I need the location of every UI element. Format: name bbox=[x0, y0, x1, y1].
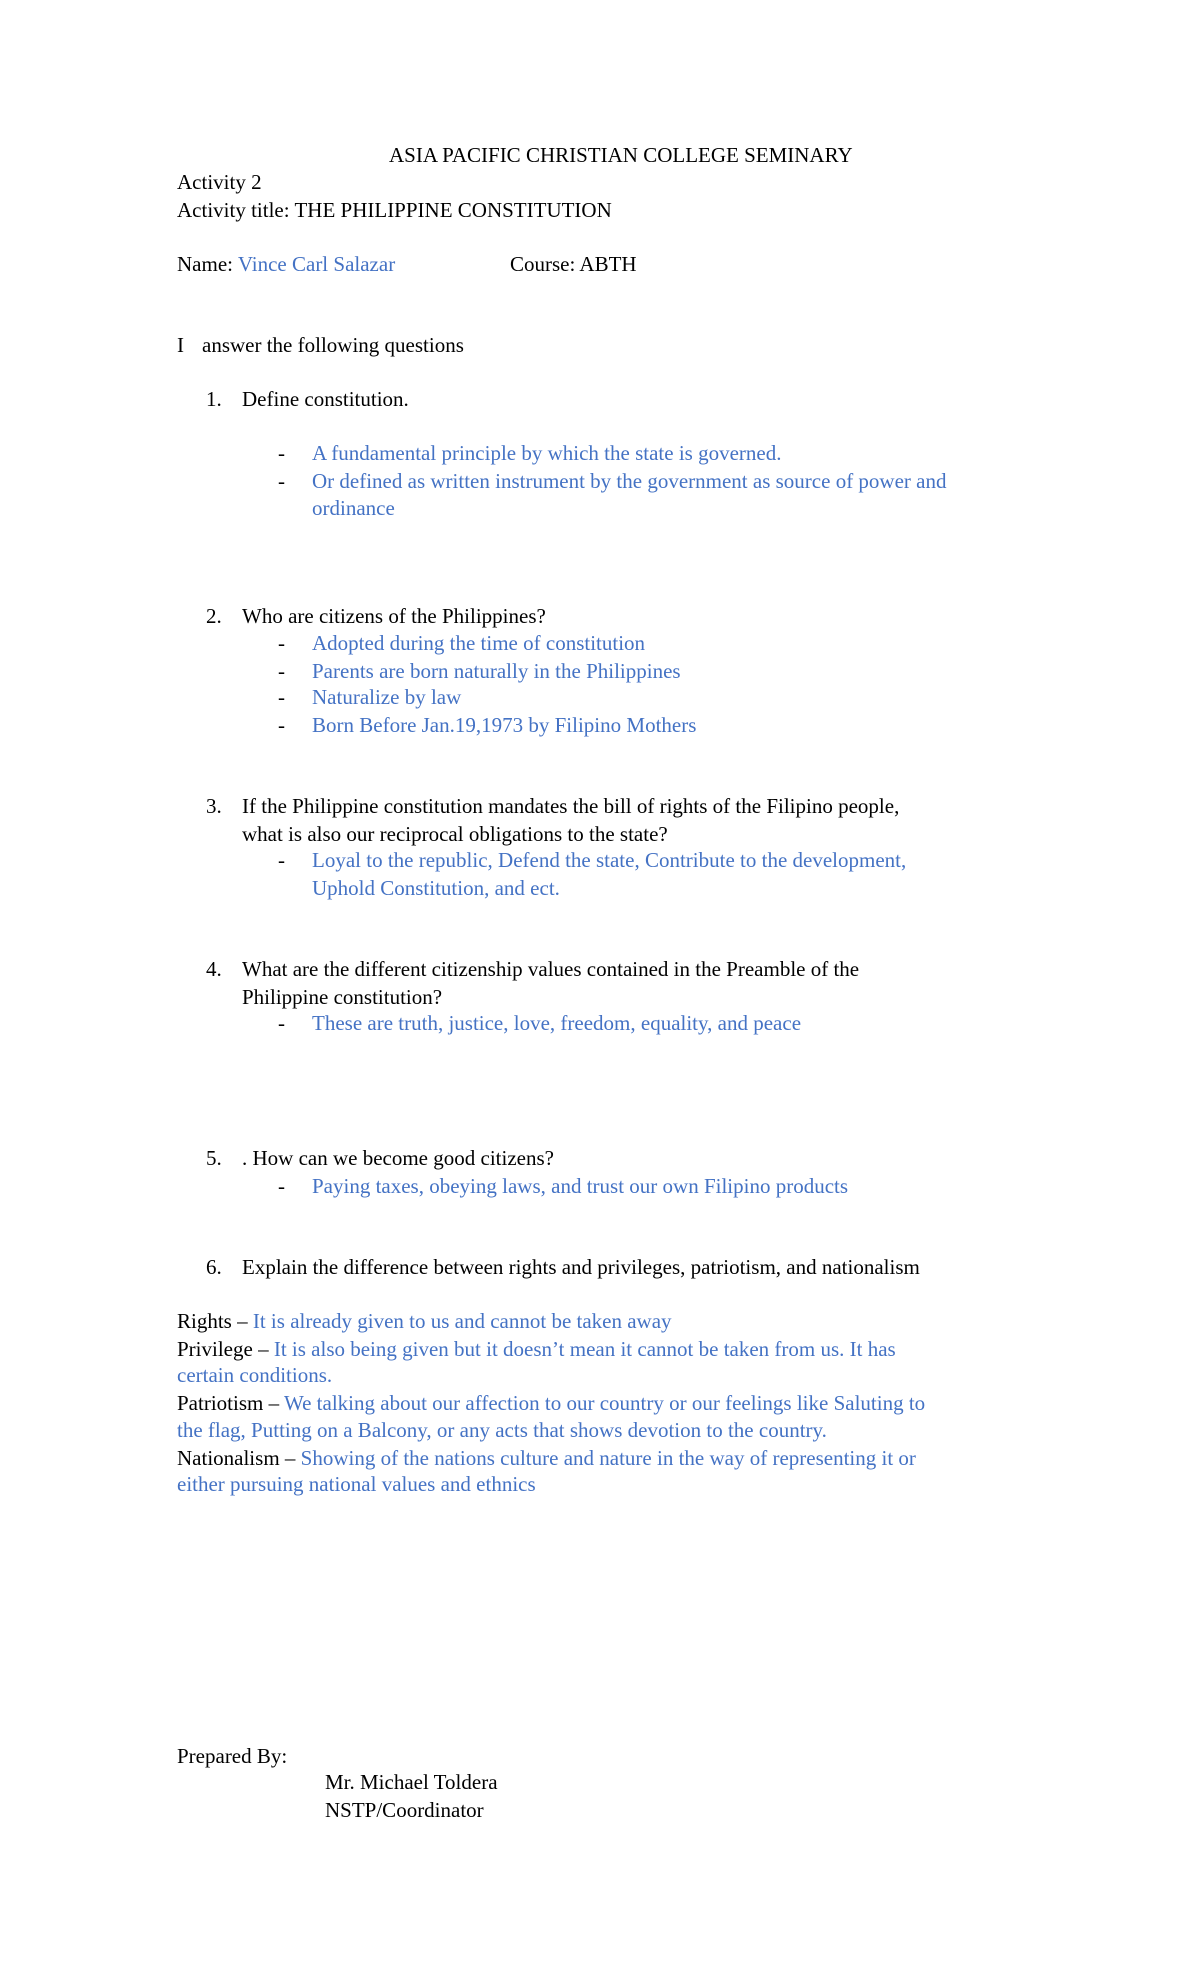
definition-term: Patriotism – bbox=[177, 1391, 284, 1415]
question-number: 3. bbox=[206, 794, 222, 818]
bullet-dash: - bbox=[278, 659, 285, 683]
question-text: What are the different citizenship values contained in the Preamble of the bbox=[242, 957, 860, 981]
prepared-by-label: Prepared By: bbox=[177, 1744, 288, 1768]
question-text: Explain the difference between rights and privileges, patriotism, and nationalism bbox=[242, 1255, 920, 1279]
definition-text: It is also being given but it doesn’t mean it cannot be taken from us. It has bbox=[273, 1337, 896, 1361]
answer-text: Born Before Jan.19,1973 by Filipino Mothers bbox=[312, 713, 697, 737]
activity-title-label: Activity title: bbox=[177, 198, 295, 222]
name-value: Vince Carl Salazar bbox=[237, 252, 396, 276]
question-text: Philippine constitution? bbox=[242, 985, 443, 1009]
student-name bbox=[177, 251, 395, 277]
answer-text: Paying taxes, obeying laws, and trust our own Filipino products bbox=[312, 1174, 849, 1198]
section-numeral: I bbox=[177, 333, 184, 357]
question-number: 4. bbox=[206, 957, 222, 981]
activity-title bbox=[177, 197, 612, 223]
question-text: If the Philippine constitution mandates the bill of rights of the Filipino people, bbox=[242, 794, 900, 818]
answer-text: Adopted during the time of constitution bbox=[312, 631, 646, 655]
question-number: 6. bbox=[206, 1255, 222, 1279]
bullet-dash: - bbox=[278, 441, 285, 465]
institution-title: ASIA PACIFIC CHRISTIAN COLLEGE SEMINARY bbox=[389, 143, 853, 167]
question-text: Define constitution. bbox=[242, 387, 409, 411]
answer-text: These are truth, justice, love, freedom, equality, and peace bbox=[312, 1011, 802, 1035]
definition-term: Rights – bbox=[177, 1309, 253, 1333]
activity-title-value: THE PHILIPPINE CONSTITUTION bbox=[294, 198, 612, 222]
question-text: Who are citizens of the Philippines? bbox=[242, 604, 546, 628]
definition-term: Nationalism – bbox=[177, 1446, 301, 1470]
answer-text: Naturalize by law bbox=[312, 685, 462, 709]
definition-2 bbox=[177, 1336, 896, 1362]
question-text: what is also our reciprocal obligations to the state? bbox=[242, 822, 668, 846]
bullet-dash: - bbox=[278, 685, 285, 709]
answer-text: Uphold Constitution, and ect. bbox=[312, 876, 560, 900]
definition-text: the flag, Putting on a Balcony, or any acts that shows devotion to the country. bbox=[177, 1418, 827, 1442]
bullet-dash: - bbox=[278, 713, 285, 737]
bullet-dash: - bbox=[278, 1011, 285, 1035]
question-number: 1. bbox=[206, 387, 222, 411]
activity-number: Activity 2 bbox=[177, 170, 262, 194]
signatory-name: Mr. Michael Toldera bbox=[325, 1770, 498, 1794]
name-label: Name: bbox=[177, 252, 238, 276]
answer-text: Loyal to the republic, Defend the state, Contribute to the development, bbox=[312, 848, 907, 872]
definition-text: We talking about our affection to our country or our feelings like Saluting to bbox=[283, 1391, 926, 1415]
definition-4 bbox=[177, 1445, 916, 1471]
question-number: 5. bbox=[206, 1146, 222, 1170]
instructions: answer the following questions bbox=[202, 333, 464, 357]
answer-text: Or defined as written instrument by the government as source of power and bbox=[312, 469, 947, 493]
bullet-dash: - bbox=[278, 469, 285, 493]
course bbox=[510, 251, 637, 277]
bullet-dash: - bbox=[278, 848, 285, 872]
definition-text: either pursuing national values and ethnics bbox=[177, 1472, 536, 1496]
definition-text: certain conditions. bbox=[177, 1363, 333, 1387]
definition-text: It is already given to us and cannot be taken away bbox=[252, 1309, 672, 1333]
course-label: Course: bbox=[510, 252, 580, 276]
definition-3 bbox=[177, 1390, 925, 1416]
signatory-position: NSTP/Coordinator bbox=[325, 1798, 484, 1822]
answer-text: ordinance bbox=[312, 496, 395, 520]
question-text: . How can we become good citizens? bbox=[242, 1146, 554, 1170]
answer-text: Parents are born naturally in the Philippines bbox=[312, 659, 681, 683]
definition-1 bbox=[177, 1308, 672, 1334]
definition-term: Privilege – bbox=[177, 1337, 274, 1361]
bullet-dash: - bbox=[278, 631, 285, 655]
answer-text: A fundamental principle by which the state is governed. bbox=[312, 441, 782, 465]
question-number: 2. bbox=[206, 604, 222, 628]
course-value: ABTH bbox=[579, 252, 637, 276]
definition-text: Showing of the nations culture and nature in the way of representing it or bbox=[300, 1446, 916, 1470]
bullet-dash: - bbox=[278, 1174, 285, 1198]
